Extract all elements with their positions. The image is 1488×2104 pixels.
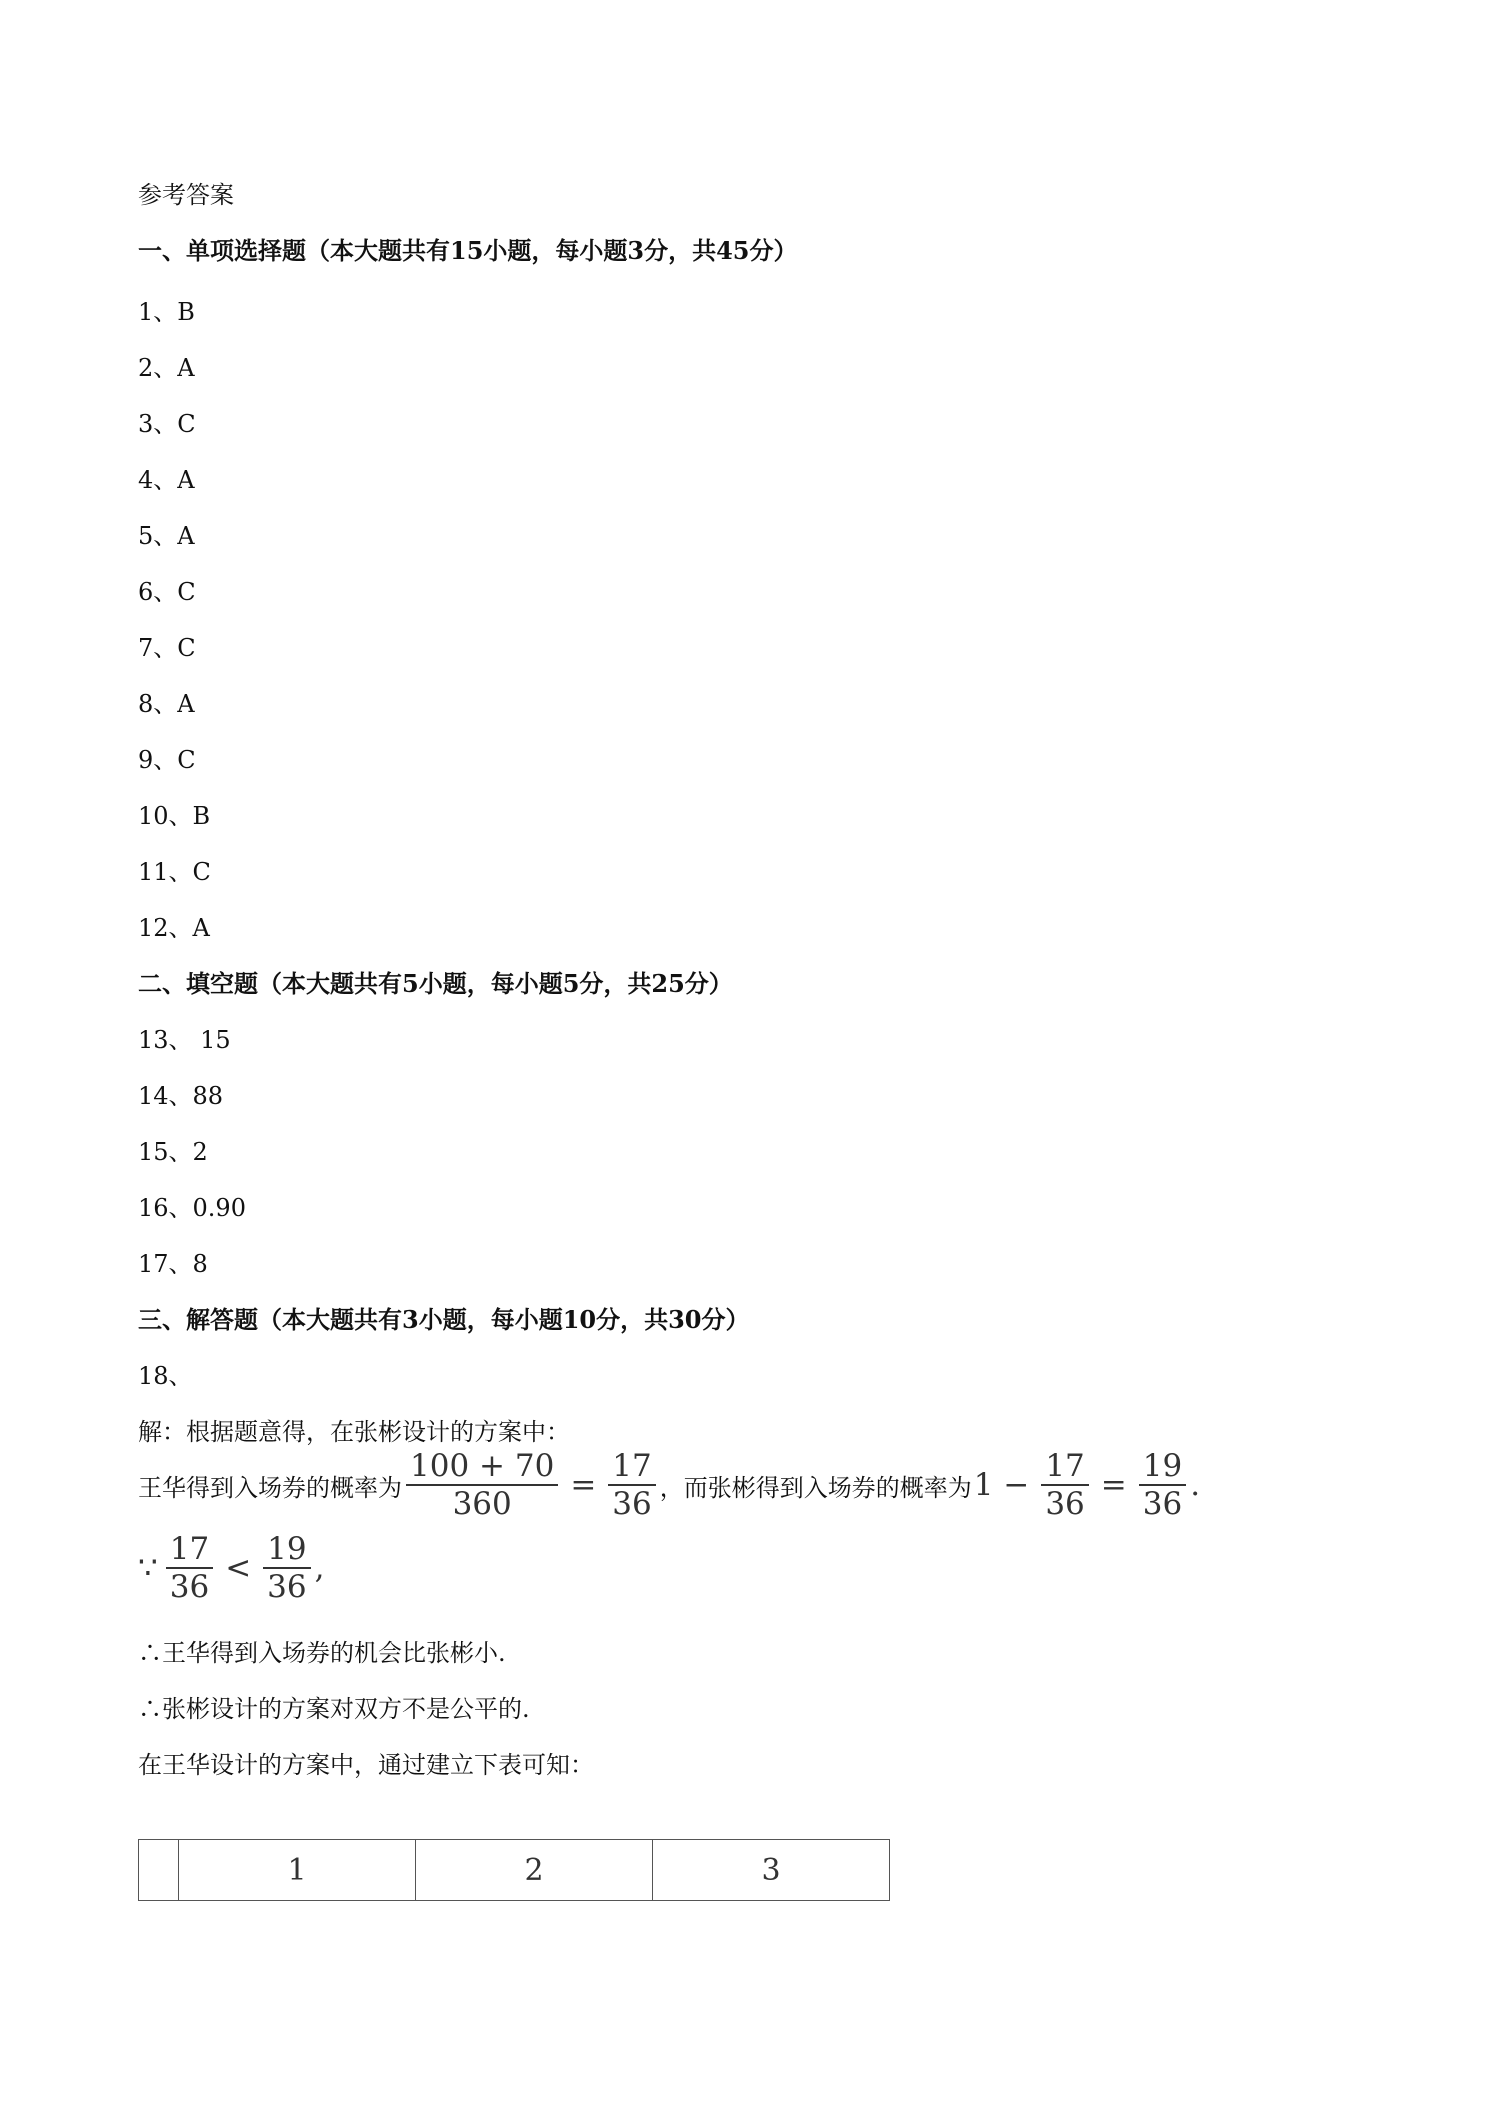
solution-line-6: 在王华设计的方案中，通过建立下表可知： <box>138 1751 594 1779</box>
fraction-e-denominator: 36 <box>169 1569 210 1605</box>
answer-5: 5、A <box>138 522 195 550</box>
solution-line-2-prefix: 王华得到入场券的概率为 <box>138 1473 402 1502</box>
solution-line-2-middle: ，而张彬得到入场券的概率为 <box>659 1473 972 1502</box>
fraction-f-numerator: 19 <box>263 1531 310 1569</box>
section-3-heading: 三、解答题（本大题共有3小题，每小题10分，共30分） <box>138 1305 750 1334</box>
fraction-d-denominator: 36 <box>1142 1486 1183 1522</box>
fraction-c-numerator: 17 <box>1041 1448 1088 1486</box>
fraction-a-numerator: 100 + 70 <box>406 1448 558 1486</box>
answer-3: 3、C <box>138 410 196 438</box>
fraction-b-denominator: 36 <box>612 1486 652 1522</box>
because-symbol: ∵ <box>138 1550 158 1586</box>
answer-14: 14、88 <box>138 1082 224 1110</box>
fraction-f-denominator: 36 <box>267 1569 307 1605</box>
answer-6: 6、C <box>138 578 196 606</box>
answer-12: 12、A <box>138 914 210 942</box>
section-2-heading: 二、填空题（本大题共有5小题，每小题5分，共25分） <box>138 969 733 998</box>
equals-sign-2: = <box>1100 1467 1127 1503</box>
fraction-b <box>608 1448 655 1522</box>
answer-4: 4、A <box>138 466 195 494</box>
solution-line-1: 解：根据题意得，在张彬设计的方案中： <box>138 1418 570 1446</box>
table-header-cell: 1 <box>179 1840 416 1901</box>
outcome-table <box>138 1839 890 1901</box>
less-than-sign: < <box>225 1550 252 1586</box>
table-header-cell: 3 <box>653 1840 890 1901</box>
fraction-e-numerator: 17 <box>166 1531 213 1569</box>
equals-sign: = <box>570 1467 597 1503</box>
answer-15: 15、2 <box>138 1138 208 1166</box>
solution-line-2 <box>138 1448 1208 1522</box>
fraction-c <box>1041 1448 1088 1522</box>
answer-10: 10、B <box>138 802 211 830</box>
solution-line-4: ∴王华得到入场券的机会比张彬小. <box>138 1639 506 1667</box>
answer-13: 13、 15 <box>138 1026 231 1054</box>
answer-17: 17、8 <box>138 1250 208 1278</box>
period: . <box>1190 1467 1201 1503</box>
comma: , <box>314 1550 325 1586</box>
section-1-heading: 一、单项选择题（本大题共有15小题，每小题3分，共45分） <box>138 236 798 265</box>
answer-8: 8、A <box>138 690 195 718</box>
fraction-d <box>1139 1448 1186 1522</box>
one-minus: 1 − <box>973 1467 1030 1503</box>
fraction-a-denominator: 360 <box>452 1486 512 1522</box>
fraction-e <box>166 1531 213 1605</box>
question-18-label: 18、 <box>138 1362 193 1390</box>
answer-16: 16、0.90 <box>138 1194 246 1222</box>
table-row <box>139 1840 890 1901</box>
solution-line-5: ∴张彬设计的方案对双方不是公平的. <box>138 1695 530 1723</box>
fraction-b-numerator: 17 <box>608 1448 655 1486</box>
fraction-a <box>406 1448 558 1522</box>
page-title: 参考答案 <box>138 181 234 209</box>
answer-1: 1、B <box>138 298 195 326</box>
answer-11: 11、C <box>138 858 211 886</box>
answer-2: 2、A <box>138 354 195 382</box>
fraction-f <box>263 1531 310 1605</box>
answer-9: 9、C <box>138 746 196 774</box>
fraction-c-denominator: 36 <box>1045 1486 1085 1522</box>
comparison-line <box>138 1531 332 1605</box>
answer-7: 7、C <box>138 634 196 662</box>
table-corner-cell <box>139 1840 179 1901</box>
fraction-d-numerator: 19 <box>1139 1448 1186 1486</box>
table-header-cell: 2 <box>416 1840 653 1901</box>
